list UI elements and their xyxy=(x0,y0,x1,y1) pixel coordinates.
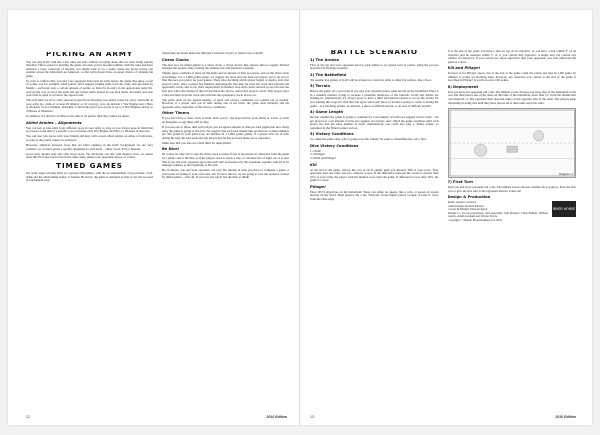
credit-line: Rules: Alessio Cavatore xyxy=(447,200,477,205)
section-heading: 5) Victory Conditions xyxy=(310,132,354,137)
paragraph: By all means, you and your opponent can vary the amount of time you have to complete a game or your turns according to your own taste, but if you're like us, we are going to love the pressure created by timed games – after all, in real war one rarely has the time to think! xyxy=(162,168,289,180)
paragraph: Before the game, it's a good idea if you and your opponent place some terrain on the battlefield. Place it in a sensible manner, trying to recreate a plausible landscape of the fantastic world and armies are battling in. Alternatively, it's always good to have a third and neutral person to set up the terrain for you. During this stage it's vital that you agree what each piece of terrain is going to count as during the game – is it blocking terrain, an obstacle, a piece of difficult terrain, or an area of difficult terrain? xyxy=(310,89,439,108)
credits xyxy=(448,201,549,222)
section-heading: 3) Terrain xyxy=(310,84,331,89)
be-nice-heading: Be Nice! xyxy=(162,147,180,152)
paragraph: If you use one of these, then each player gets an agreed amount of time per turn (again that how many turns the game is going to last for). We suggest that each turn should take around two to three minutes per 500 points in your game (say, six minutes in a 2,000 points game). If a player runs out of time during his turn, his turn ends and any moves that he has not been made yet is cancelled. xyxy=(162,125,289,140)
paragraph: Both you and your opponent roll a die. The highest scorer chooses whether he is going to have the first turn or give the first turn to his opponent instead. Game on! xyxy=(447,185,576,193)
paragraph: So, when the game ends, who is going to be the winner? In order to determine that, roll a dice: xyxy=(310,137,427,142)
edition-label: 2010 Edition xyxy=(266,415,287,419)
credit-line: Thanks to: all our playtesters, and especially Josh Roberts, Chris Palmer, Wilfred Guerin, Adam Graham and Wayne Doyle. xyxy=(447,210,548,219)
credit-line: Game Design: Ronnie Renton xyxy=(447,203,484,208)
dice-heading: Dice Victory Conditions xyxy=(310,143,359,148)
edition-label: 2010 Edition xyxy=(555,415,576,419)
credit-line: Copyright © Mantic Entertainment Ltd. 2010 xyxy=(447,217,503,222)
victory-list xyxy=(310,150,439,161)
left-page xyxy=(8,10,300,425)
paragraph: Decide whether the game is going to continue for a set number of turns (we suggest twelve turns – six per player) or a set amount of time (we suggest two hours), after which the game continues until each player has had the same number of turns. Alternatively, you could also play a 'Timed Game', as explained in the Timed Games section. xyxy=(310,115,439,130)
pillage-heading: Pillage! xyxy=(310,184,326,189)
paragraph: However, alliances between races that are bitter enemies in the KaW background are not very 'realistic', so we have given a specific alignment to each army – either Good, Evil or Neutral. xyxy=(26,142,153,151)
deployment-diagram xyxy=(448,108,577,178)
paragraph: First of all you and your opponent need to pick armies to an agreed total of points, using the process described in 'Picking an Army'. xyxy=(310,62,439,71)
river-horse-logo: RIVER HORSE xyxy=(552,201,576,217)
credit-line: Layout & Editing: Duncan Aylett xyxy=(447,207,488,212)
page-number: 13 xyxy=(310,415,314,419)
document-spread xyxy=(8,10,592,425)
paragraph: We assume that games of KaW will be played on a bed-foot table or other flat surface, like a floor. xyxy=(310,77,432,82)
left-footer xyxy=(26,415,287,419)
paragraph: In order to achieve this, you and your opponent must pick an army before the game that agree a total of points, say for example 2,000 points. We'd suggest picking units from the army lists provided by Mantic—each unit costs a certain amount of points, as listed in its entry in the appropriate army list. Add up the cost of all of the units and any magic items picked as you pick them, and make sure that your total is equal to or below the agreed total. xyxy=(26,78,153,98)
paragraph: The game ends on the agreed number of turns and victory conditions are worked out as normal. However, if a player runs out of time during one of his turns, the game ends instantly and his opponent wins, regardless of the victory conditions. xyxy=(162,97,289,109)
right-footer xyxy=(310,415,576,419)
timed-games-title: TIMED GAMES xyxy=(56,160,123,170)
section-heading: 2) The Battlefield xyxy=(310,72,347,77)
paragraph: Roll you and your opponent roll a die. The highest scorer chooses one long edge of the battlefield as his own and then places one of his units on that side of the battlefield, more than 12" from the middle line (see Diagram 1). The opponent then does the same on the opposite side of the table. The players keep alternating in doing this until they have placed all of their units upon the table. xyxy=(447,89,576,105)
paragraph: Place D5+4 objectives on the battlefield. These can either be tokens, like a coin, or pieces of terrain already on the board. Both players roll a die. Whoever scores higher places a token, at least 6" away from the table edge. xyxy=(310,189,439,201)
list-item: 5–6 Kill and Pillage! xyxy=(310,156,336,161)
paragraph: whom may decisions make the difference between victory or defeat, life or death! xyxy=(162,52,264,55)
right-column-1 xyxy=(310,50,439,400)
deployment-diagram-graphic xyxy=(449,109,576,177)
paragraph: Proceed as for Pillage! above, but at the end of the game count the points just like in a KP game. In addition to points for Routing units, however, any objective you control at the end of the game is described in Pillage! is worth an extra 100 points. xyxy=(447,71,576,83)
page-number: 12 xyxy=(26,415,30,419)
other-timers-heading: Other Timers xyxy=(162,111,190,116)
kill-and-pillage-heading: Kill and Pillage! xyxy=(447,66,481,71)
paragraph: You can feel to take units from different races in your army as long as you always keep in mind that you need a solid unit of a specific race to include each War Engine and Hero or Monster of that race. xyxy=(26,125,153,134)
section-heading: 4) Game Length xyxy=(310,110,344,115)
kill-heading: Kill xyxy=(310,162,317,167)
battle-scenario-title: BATTLE SCENARIO xyxy=(330,50,418,56)
paragraph: You can play KaW with just a few units per side, without worrying about the two sides being equally matched. This is great for learning the game, but after you've become familiar with the rules and have amassed a large collection of models, you might want to try a game where the forces facing one another across the battlefield are balanced, so that both players have an equal chance of winning the game. xyxy=(26,59,153,78)
allied-armies-heading: Allied Armies – Alignments xyxy=(26,120,82,125)
paragraph: The only limit we set to army selection (apart from choosing your units) is that for every 'solid unit' in your army (i.e. units of at least 20 infantry or 10 cavalry), you can include 1 War Engine and 1 Hero or Monster. So for example, including 3 solid units gives you access to up to 3 War Engines and up to 3 Heroes or Monsters. xyxy=(26,98,153,113)
paragraph: If at the end of the game you have a unit on top of an objective, or you have a unit within 3" of an objective and no enemies within 3" of it, you control that objective. A single unit can control any number of objectives. If you control two more objectives than your opponent, you win, otherwise the game is a draw. xyxy=(447,50,576,64)
list-item: 3–4 Pillage! xyxy=(310,152,326,157)
picking-an-army-title: PICKING AN ARMY xyxy=(46,52,133,58)
paragraph: Simply agree a number of turns for the game and an amount of time per player, and set the chess clock accordingly. For a 2,000 points game, we suggest six turns and one hour per player, but to up you to find the pace you prefer for your games. Then, after deciding which player begins to deploy, start that player's clock. Once a player has finished deploying the first unit, he stops his clock and activates his opponent's clock, and so on. Once deployment is finished, stop both clocks and tell to see who has the first turn. Once the winner of the roll has made his choice, restart that player's clock. That player plays a turn and then stops his clock and activates the opponent's clock, and so on. xyxy=(162,71,289,97)
paragraph: The best tool for timed games is a chess clock, a clever device that ensures time is equally divided amongst the players, thus creating the ultimate fair and balanced wargame. xyxy=(162,62,289,71)
design-heading: Design & Production xyxy=(447,195,491,200)
left-column-1 xyxy=(26,52,153,402)
paragraph: If you don't have a chess clock at hand, don't worry—the stopwatch in your phone or watch, or even an hourglass or egg timer will do fine. xyxy=(162,116,289,124)
chess-clocks-heading: Chess Clocks xyxy=(162,57,189,62)
paragraph: Of course it's only fair to stop the chess clock or timer if one of the players is distracted from the game by a phone call or the like, or if the players need to check a rule, or calculate fire of sight, etc. It is also fine if you and your opponent agree that each turn is measured by the opponent, together with all of its damage routines, at the beginning of his turn. xyxy=(162,152,289,168)
section-heading: 1) The Armies xyxy=(310,57,339,62)
list-item: 1–2 Kill! xyxy=(310,148,322,153)
paragraph: At the end of the game, add up the cost of all of enemy units you Routed. That is your score. Your opponent does the same and you compare scores. If the difference between the scores is greater than 10% of your army, the player with the highest score wins the game. If difference is less than 10%, the game is a draw. xyxy=(310,167,439,183)
right-column-2 xyxy=(448,50,577,400)
paragraph: Make sure that you also set a time limit for deployment. xyxy=(162,140,232,145)
right-page xyxy=(300,10,592,425)
paragraph: You can also join forces with your friends and play with several allied armies on either or both sides, as long as the points values are balanced. xyxy=(26,134,153,142)
paragraph: In addition, if a unit has an allies to the unit as its parent, then they cannot be taken. xyxy=(26,113,130,118)
diagram-caption: Diagram 1 xyxy=(559,171,573,176)
paragraph: We really enjoy playing KaW as a relaxed atmosphere, with the accompaniment of good music, food, drink and the entertaining banter of friends. However, the game is designed so that it can also be used in tournament play. xyxy=(26,171,153,183)
deployment-heading: 6) Deployment xyxy=(447,84,479,89)
first-turn-heading: 7) First Turn xyxy=(447,180,474,185)
left-column-2 xyxy=(162,52,289,402)
paragraph: Good races should only ally with Good races, but obviously can ally with Neutral races. So please don't mix Evil and Good races in the same army, unless your opponent agrees, of course. xyxy=(26,151,153,160)
